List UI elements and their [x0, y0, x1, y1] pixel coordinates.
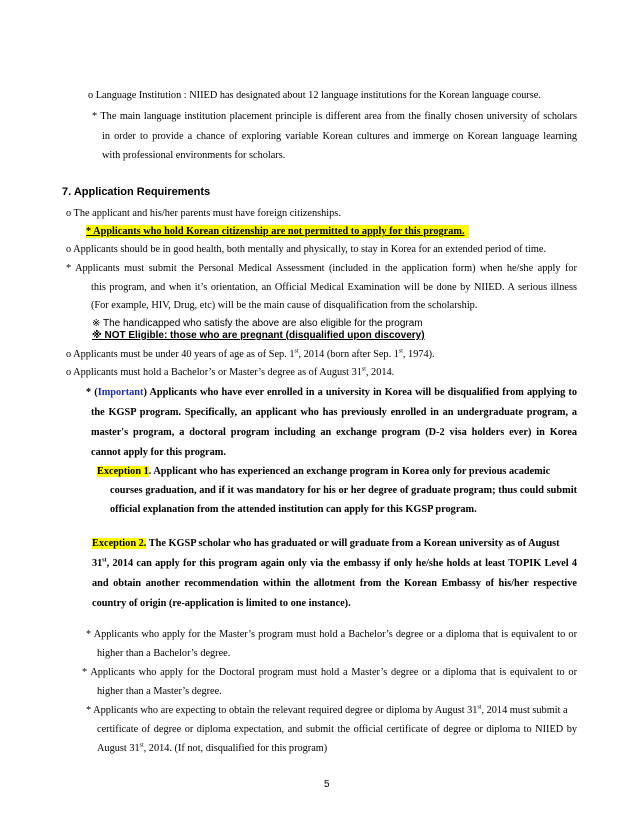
exception-1-label: Exception 1: [97, 466, 149, 477]
req-medical-2: this program, and when it’s orientation, an Official Medical Examination will be done by NIIED. A serious illness: [91, 282, 577, 293]
exception-1-line-3: official explanation from the attended institution can apply for this KGSP program.: [110, 504, 477, 515]
exception-2-label: Exception 2.: [92, 538, 147, 549]
important-label: Important: [97, 387, 144, 398]
req-health: o Applicants should be in good health, both mentally and physically, to stay in Korea for an extended period of time.: [66, 244, 547, 255]
req-not-eligible: ※ NOT Eligible: those who are pregnant (disqualified upon discovery): [92, 330, 425, 341]
exception-2-line-2: 31st, 2014 can apply for this program again only via the embassy if only he/she holds at least TOPIK Level 4: [92, 557, 577, 569]
important-line-3: master's program, a doctoral program including an exchange program (D-2 visa holders ever) in Korea: [91, 427, 577, 438]
doctoral-line-2: higher than a Master’s degree.: [97, 686, 222, 697]
page-number: 5: [324, 779, 330, 790]
important-line-1: * (Important) Applicants who have ever enrolled in a university in Korea will be disqualified from applying to: [86, 387, 577, 398]
masters-line-2: higher than a Bachelor’s degree.: [97, 648, 231, 659]
expecting-line-2: certificate of degree or diploma expectation, and submit the official certificate of degree or diploma to NIIED by: [97, 724, 577, 735]
doctoral-line-1: * Applicants who apply for the Doctoral program must hold a Master’s degree or a diploma that is equivalent to or: [82, 667, 577, 678]
exception-2-line-4: country of origin (re-application is limited to one instance).: [92, 598, 351, 609]
req-citizenship: o The applicant and his/her parents must have foreign citizenships.: [66, 208, 341, 219]
intro-line-3: in order to provide a chance of exploring variable Korean cultures and immerge on Korean language learning: [102, 131, 577, 142]
section-title: 7. Application Requirements: [62, 186, 211, 198]
important-line-2: the KGSP program. Specifically, an applicant who has previously enrolled in an undergraduate program, a: [91, 407, 577, 418]
intro-line-4: with professional environments for scholars.: [102, 150, 286, 161]
req-handicapped: ※ The handicapped who satisfy the above are also eligible for the program: [92, 318, 423, 329]
expecting-line-1: * Applicants who are expecting to obtain the relevant required degree or diploma by August 31st, 2014 must submit a: [86, 704, 568, 716]
expecting-line-3: August 31st, 2014. (If not, disqualified for this program): [97, 742, 328, 754]
intro-line-2: * The main language institution placement principle is different area from the finally chosen university of scholars: [92, 111, 577, 122]
exception-2-line-3: and obtain another recommendation within the allotment from the Korean Embassy of his/her respective: [92, 578, 577, 589]
exception-1-line-1: Exception 1. Applicant who has experienced an exchange program in Korea only for previous academic: [97, 466, 551, 477]
intro-line-1: o Language Institution : NIIED has designated about 12 language institutions for the Korean language course.: [88, 90, 541, 101]
exception-2-line-1: Exception 2. The KGSP scholar who has graduated or will graduate from a Korean university as of August: [92, 538, 560, 549]
req-degree: o Applicants must hold a Bachelor’s or Master’s degree as of August 31st, 2014.: [66, 366, 395, 378]
req-medical-3: (For example, HIV, Drug, etc) will be the main cause of disqualification from the scholarship.: [91, 300, 478, 311]
req-age: o Applicants must be under 40 years of age as of Sep. 1st, 2014 (born after Sep. 1st, 1974).: [66, 348, 435, 360]
masters-line-1: * Applicants who apply for the Master’s program must hold a Bachelor’s degree or a diploma that is equivalent to or: [86, 629, 577, 640]
exception-1-line-2: courses graduation, and if it was mandatory for his or her degree of graduate program; thus could submit: [110, 485, 577, 496]
req-medical-1: * Applicants must submit the Personal Medical Assessment (included in the application form) when he/she apply for: [66, 263, 577, 274]
important-line-4: cannot apply for this program.: [91, 447, 226, 458]
req-korean-citizenship-note: * Applicants who hold Korean citizenship are not permitted to apply for this program.: [86, 225, 469, 238]
